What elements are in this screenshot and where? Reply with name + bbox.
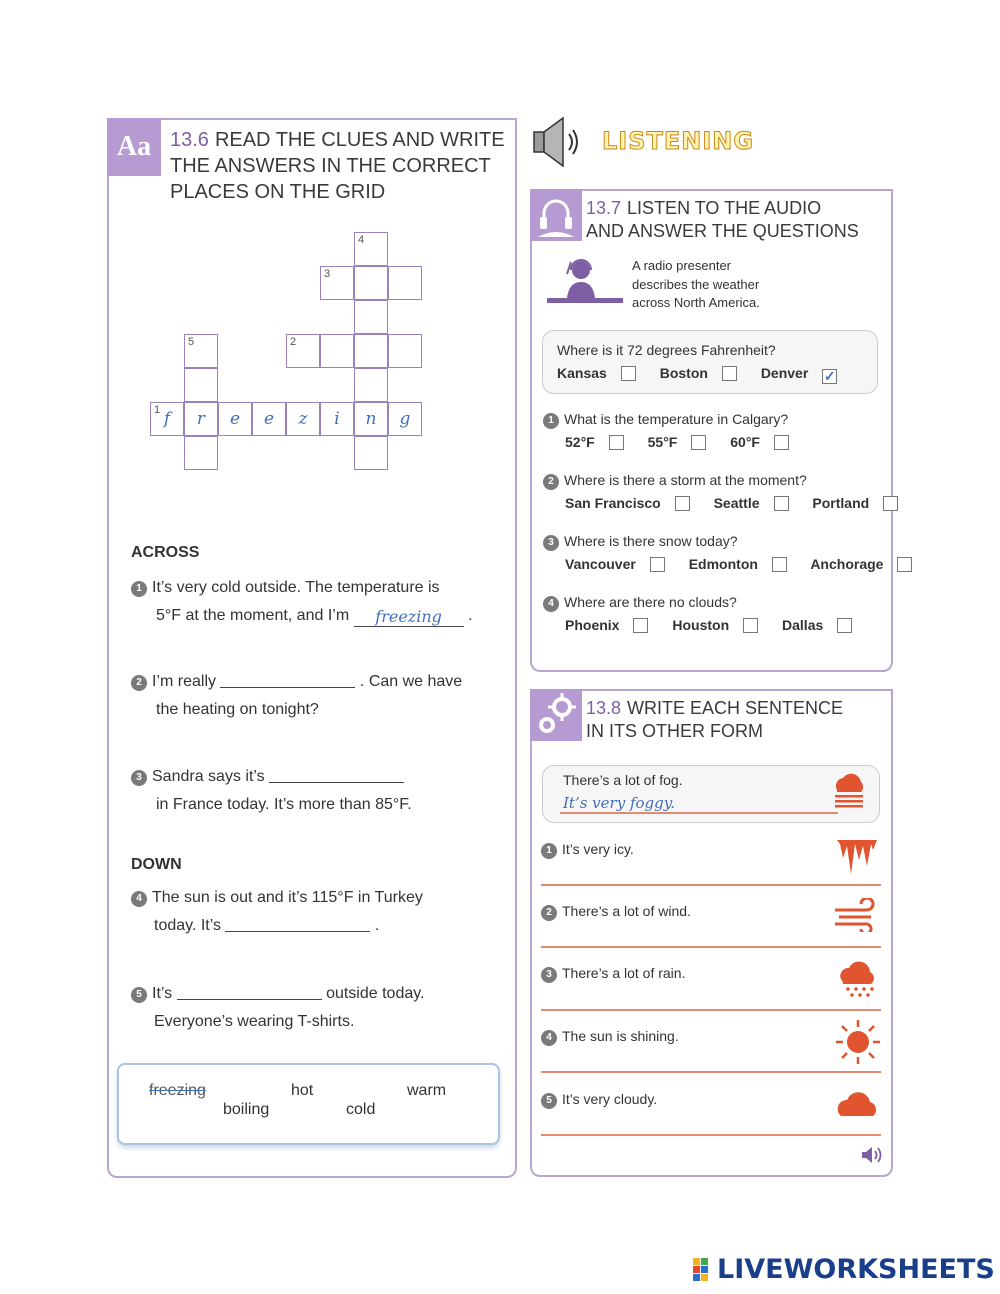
clue-text: the heating on tonight? [156,701,319,718]
exercise-number: 13.7 [586,198,622,218]
option-checkbox[interactable] [772,557,787,572]
word-cold: cold [346,1101,376,1118]
question-4 [543,594,737,612]
grid-cell[interactable] [218,402,252,436]
clue-text: It’s very cold outside. The temperature is [152,579,440,596]
clue-number: 1 [154,404,161,416]
clue-bullet: 4 [131,891,147,907]
option-checkbox[interactable] [633,618,648,633]
clue-text: . [374,917,380,934]
clue-bullet: 1 [131,581,147,597]
sentence-text: The sun is shining. [562,1028,679,1044]
headphones-icon [530,189,582,241]
option-checkbox[interactable] [837,618,852,633]
grid-cell[interactable] [286,334,320,368]
clue-text: . [468,607,473,624]
option-label: Edmonton [688,556,758,572]
grid-letter: r [196,409,206,429]
sentence-text: It’s very icy. [562,841,634,857]
option-checkbox-checked[interactable]: ✓ [823,368,836,384]
example-options [557,365,857,384]
question-3 [543,533,738,551]
option-checkbox[interactable] [650,557,665,572]
fog-icon [831,770,867,815]
clue-text: It’s [152,985,173,1002]
sentence-4 [541,1028,679,1046]
grid-cell[interactable] [252,402,286,436]
title-line-1: LISTEN TO THE AUDIO [627,198,822,218]
listening-label: LISTENING [602,127,755,155]
grid-cell[interactable] [184,402,218,436]
grid-letter: n [365,409,377,429]
clue-text: Everyone’s wearing T-shirts. [154,1013,355,1030]
grid-cell[interactable] [354,300,388,334]
option-checkbox[interactable] [774,496,789,511]
clue-number: 4 [358,234,365,246]
sun-icon [834,1018,882,1071]
example-answer: It’s very foggy. [563,794,675,812]
question-2 [543,472,807,490]
clue-text: The sun is out and it’s 115°F in Turkey [152,889,423,906]
option-label: Vancouver [565,556,636,572]
question-text: What is the temperature in Calgary? [564,411,789,427]
title-line-1: READ THE CLUES AND WRITE [214,129,505,151]
gears-icon [530,689,582,741]
example-sentence: There’s a lot of fog. [563,772,683,788]
option-label: Phoenix [565,617,620,633]
grid-cell[interactable] [388,266,422,300]
title-line-3: PLACES ON THE GRID [170,181,386,203]
question-1 [543,411,788,429]
option-label: 52°F [565,434,595,450]
question-1-options [565,434,809,450]
option-checkbox[interactable] [897,557,912,572]
option-label: Kansas [557,365,607,381]
liveworksheets-logo-icon [693,1258,717,1287]
grid-cell[interactable] [354,368,388,402]
clue-across-1 [131,574,473,630]
option-label: 55°F [647,434,678,450]
grid-cell[interactable] [184,334,218,368]
clue-across-3 [131,763,412,819]
example-question: Where is it 72 degrees Fahrenheit? [557,342,776,358]
question-bullet: 3 [543,535,559,551]
clue-text: . Can we have [359,673,463,690]
option-label: Boston [659,365,708,381]
speaker-icon[interactable] [531,114,585,175]
grid-cell[interactable] [354,232,388,266]
clue-down-5 [131,980,425,1036]
question-text: Where are there no clouds? [564,594,737,610]
grid-cell[interactable] [388,334,422,368]
grid-cell[interactable] [320,402,354,436]
grid-letter: e [229,409,241,429]
grid-letter: g [399,409,411,429]
question-bullet: 4 [543,596,559,612]
audio-description [632,257,760,313]
sentence-text: There’s a lot of rain. [562,965,686,981]
answer-line[interactable] [541,884,881,886]
question-4-options [565,617,872,633]
sentence-3 [541,965,685,983]
clue-down-4 [131,884,423,940]
clue-text: Sandra says it’s [152,768,265,785]
option-checkbox[interactable] [675,496,690,511]
option-label: San Francisco [565,495,661,511]
clue-bullet: 2 [131,675,147,691]
question-bullet: 2 [543,474,559,490]
option-label: 60°F [730,434,760,450]
clue-text: in France today. It’s more than 85°F. [156,796,412,813]
grid-letter: i [334,409,340,429]
grid-cell[interactable] [320,266,354,300]
audio-play-icon[interactable] [861,1146,883,1169]
option-label: Portland [812,495,870,511]
sentence-2 [541,903,691,921]
option-label: Houston [672,617,730,633]
grid-cell[interactable] [286,402,320,436]
down-heading: DOWN [131,856,182,873]
word-boiling: boiling [223,1101,270,1118]
word-bank [117,1063,500,1145]
headphones-badge [530,189,582,241]
answer-blank[interactable] [269,765,404,783]
option-checkbox[interactable] [883,496,898,511]
option-label: Seattle [713,495,760,511]
grid-letter: f [163,409,171,429]
gears-badge [530,689,582,741]
cloud-icon [835,1088,881,1125]
answer-line[interactable] [541,1134,881,1136]
question-bullet: 1 [543,413,559,429]
grid-letter: z [298,409,308,429]
clue-across-2 [131,668,462,724]
sentence-bullet: 4 [541,1030,557,1046]
question-text: Where is there a storm at the moment? [564,472,807,488]
exercise-13-6-title [170,127,505,205]
option-label: Dallas [782,617,824,633]
exercise-13-7-title [586,197,859,243]
option-label: Anchorage [810,556,884,572]
sentence-bullet: 1 [541,843,557,859]
answer-line [560,812,838,814]
exercise-13-8-title [586,697,843,743]
question-2-options [565,495,918,511]
clue-text: outside today. [326,985,425,1002]
sentence-bullet: 5 [541,1093,557,1109]
sentence-text: There’s a lot of wind. [562,903,691,919]
grid-cell[interactable] [354,266,388,300]
clue-text: 5°F at the moment, and I’m [156,607,350,624]
clue-number: 3 [324,268,331,280]
word-warm: warm [407,1082,447,1099]
answer-line[interactable] [541,1071,881,1073]
option-checkbox[interactable] [609,435,624,450]
grid-letter: e [263,409,275,429]
clue-bullet: 3 [131,770,147,786]
title-line-2: IN ITS OTHER FORM [586,721,763,741]
example-question-box [542,330,878,394]
exercise-number: 13.6 [170,129,209,151]
grid-cell[interactable] [150,402,184,436]
clue-number: 5 [188,336,195,348]
aa-badge: Aa [107,118,161,176]
option-checkbox[interactable] [621,366,636,381]
sentence-5 [541,1091,657,1109]
answer-blank[interactable] [225,914,370,932]
title-line-1: WRITE EACH SENTENCE [627,698,844,718]
option-checkbox[interactable] [743,618,758,633]
answer-blank[interactable] [177,982,322,1000]
grid-cell[interactable] [354,436,388,470]
desc-line: across North America. [632,295,760,310]
title-line-2: THE ANSWERS IN THE CORRECT [170,155,491,177]
grid-cell[interactable] [388,402,422,436]
sentence-1 [541,841,634,859]
clue-number: 2 [290,336,297,348]
grid-cell[interactable] [354,402,388,436]
answer-line[interactable] [541,1009,881,1011]
rain-icon [838,958,878,1005]
option-checkbox[interactable] [774,435,789,450]
grid-cell[interactable] [184,368,218,402]
liveworksheets-logo: LIVEWORKSHEETS [717,1254,995,1285]
clue-text: I’m really [152,673,217,690]
exercise-number: 13.8 [586,698,622,718]
word-hot: hot [291,1082,314,1099]
wind-icon [833,898,879,937]
grid-cell[interactable] [184,436,218,470]
answer-blank[interactable] [220,670,355,688]
sentence-text: It’s very cloudy. [562,1091,658,1107]
title-line-2: AND ANSWER THE QUESTIONS [586,221,859,241]
answer-blank[interactable]: freezing [354,609,464,627]
option-checkbox[interactable] [691,435,706,450]
desc-line: A radio presenter [632,258,732,273]
word-freezing: freezing [149,1082,206,1099]
sentence-bullet: 3 [541,967,557,983]
answer-line[interactable] [541,946,881,948]
sentence-bullet: 2 [541,905,557,921]
option-checkbox[interactable] [722,366,737,381]
option-label: Denver [760,365,809,381]
grid-cell[interactable] [320,334,354,368]
question-text: Where is there snow today? [564,533,738,549]
question-3-options [565,556,932,572]
across-heading: ACROSS [131,544,200,561]
desc-line: describes the weather [632,276,760,292]
icicles-icon [835,836,879,883]
radio-presenter-icon [545,254,625,315]
clue-text: today. It’s [154,917,221,934]
clue-bullet: 5 [131,987,147,1003]
grid-cell[interactable] [354,334,388,368]
